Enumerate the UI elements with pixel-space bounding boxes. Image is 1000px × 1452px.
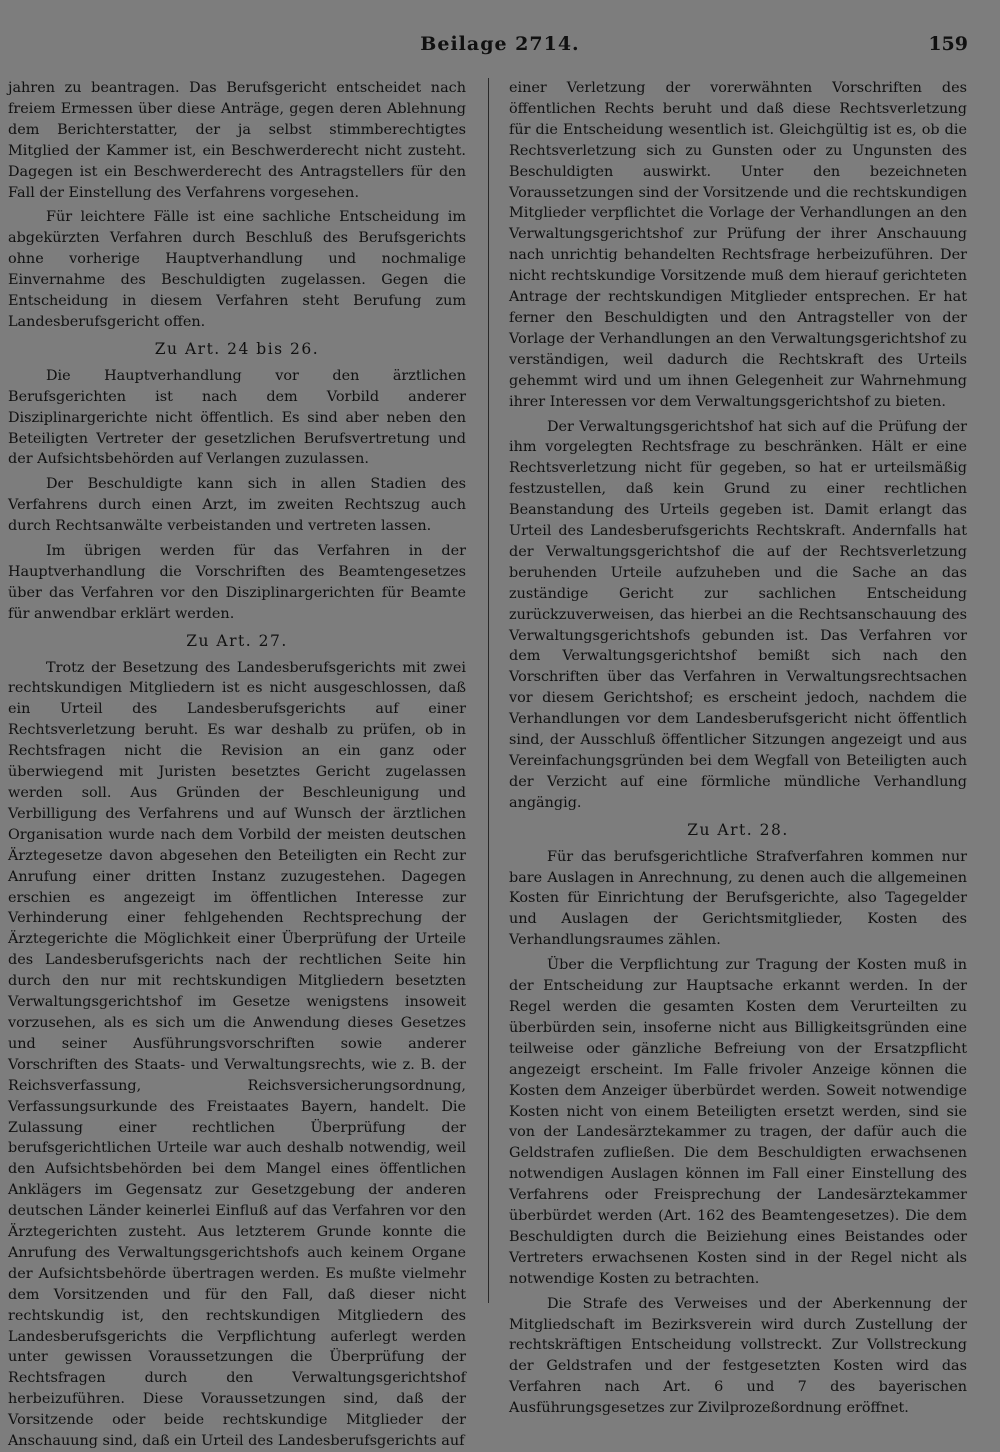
left-column	[8, 78, 466, 1452]
page-number: 159	[928, 33, 968, 55]
paragraph: Die Hauptverhandlung vor den ärztlichen Berufsgerichten ist nach dem Vorbild anderer Disziplinargerichte nicht öffentlich. Es sind aber neben den Beteiligten Vertreter der gesetzlichen Berufsvertretung und der Aufsichtsbehörden auf Verlangen zuzulassen.	[8, 367, 466, 468]
paragraph: Trotz der Besetzung des Landesberufsgerichts mit zwei rechtskundigen Mitgliedern ist es nicht ausgeschlossen, daß ein Urteil des Landesberufsgerichts auf einer Rechtsverletzung beruht. Es war deshalb zu prüfen, ob in Rechtsfragen nicht die Revision an ein ganz oder überwiegend mit Juristen besetztes Gericht zugelassen werden soll. Aus Gründen der Beschleunigung und Verbilligung des Verfahrens und auf Wunsch der ärztlichen Organisation wurde nach dem Vorbild der meisten deutschen Ärztegesetze davon abgesehen den Beteiligten ein Recht zur Anrufung einer dritten Instanz zuzugestehen. Dagegen erschien es angezeigt im öffentlichen Interesse zur Verhinderung einer fehlgehenden Rechtsprechung der Ärztegerichte die Möglichkeit einer Überprüfung der Urteile des Landesberufsgerichts nach der rechtlichen Seite hin durch den nur mit rechtskundigen Mitgliedern besetzten Verwaltungsgerichtshof im Gesetze wenigstens insoweit vorzusehen, als es sich um die Anwendung dieses Gesetzes und seiner Ausführungsvorschriften sowie anderer Vorschriften des Staats- und Verwaltungsrechts, wie z. B. der Reichsverfassung, Reichsversicherungsordnung, Verfassungsurkunde des Freistaates Bayern, handelt. Die Zulassung einer rechtlichen Überprüfung der berufsgerichtlichen Urteile war auch deshalb notwendig, weil den Aufsichtsbehörden bei dem Mangel eines öffentlichen Anklägers im Gegensatz zur Gesetzgebung der anderen deutschen Länder keinerlei Einfluß auf das Verfahren vor den Ärztegerichten zusteht. Aus letzterem Grunde konnte die Anrufung des Verwaltungsgerichtshofs auch keinem Organe der Aufsichtsbehörde übertragen werden. Es mußte vielmehr dem Vorsitzenden und für den Fall, daß dieser nicht rechtskundig ist, den rechtskundigen Mitgliedern des Landesberufsgerichts die Verpflichtung auferlegt werden unter gewissen Voraussetzungen die Überprüfung der Rechtsfragen durch den Verwaltungsgerichtshof herbeizuführen. Diese Voraussetzungen sind, daß der Vorsitzende oder beide rechtskundige Mitglieder der Anschauung sind, daß ein Urteil des Landesberufsgerichts auf	[8, 659, 466, 1450]
paragraph: jahren zu beantragen. Das Berufsgericht entscheidet nach freiem Ermessen über diese Anträge, gegen deren Ablehnung dem Berichterstatter, der ja selbst stimmberechtigtes Mitglied der Kammer ist, ein Beschwerderecht nicht zusteht. Dagegen ist ein Beschwerderecht des Antragstellers für den Fall der Einstellung des Verfahrens vorgesehen.	[8, 80, 466, 201]
section-heading: Zu Art. 27.	[186, 631, 288, 650]
right-column	[509, 78, 967, 1419]
paragraph: Über die Verpflichtung zur Tragung der Kosten muß in der Entscheidung zur Hauptsache erkannt werden. In der Regel werden die gesamten Kosten dem Verurteilten zu überbürden sein, insoferne nicht aus Billigkeitsgründen eine teilweise oder gänzliche Befreiung von der Ersatzpflicht angezeigt erscheint. Im Falle frivoler Anzeige können die Kosten dem Anzeiger überbürdet werden. Soweit notwendige Kosten nicht von einem Beteiligten ersetzt werden, sind sie von der Landesärztekammer zu tragen, der dafür auch die Geldstrafen zufließen. Die dem Beschuldigten erwachsenen notwendigen Auslagen können im Fall einer Einstellung des Verfahrens oder Freisprechung der Landesärztekammer überbürdet werden (Art. 162 des Beamtengesetzes). Die dem Beschuldigten durch die Beiziehung eines Beistandes oder Vertreters erwachsenen Kosten sind in der Regel nicht als notwendige Kosten zu betrachten.	[509, 957, 967, 1287]
paragraph: Im übrigen werden für das Verfahren in der Hauptverhandlung die Vorschriften des Beamtengesetzes über das Verfahren vor den Disziplinargerichten für Beamte für anwendbar erklärt werden.	[8, 543, 466, 622]
page-header-title: Beilage 2714.	[420, 33, 580, 55]
paragraph: Der Beschuldigte kann sich in allen Stadien des Verfahrens durch einen Arzt, im zweiten Rechtszug auch durch Rechtsanwälte verbeistanden und vertreten lassen.	[8, 476, 466, 535]
paragraph: Für das berufsgerichtliche Strafverfahren kommen nur bare Auslagen in Anrechnung, zu denen auch die allgemeinen Kosten für Einrichtung der Berufsgerichte, also Tagegelder und Auslagen der Gerichtsmitglieder, Kosten des Verhandlungsraumes zählen.	[509, 848, 967, 949]
section-heading: Zu Art. 28.	[687, 820, 789, 839]
paragraph: Die Strafe des Verweises und der Aberkennung der Mitgliedschaft im Bezirksverein wird durch Zustellung der rechtskräftigen Entscheidung vollstreckt. Zur Vollstreckung der Geldstrafen und der festgesetzten Kosten wird das Verfahren nach Art. 6 und 7 des bayerischen Ausführungsgesetzes zur Zivilprozeßordnung eröffnet.	[509, 1295, 967, 1417]
paragraph: Für leichtere Fälle ist eine sachliche Entscheidung im abgekürzten Verfahren durch Beschluß des Berufsgerichts ohne vorherige Hauptverhandlung und nochmalige Einvernahme des Beschuldigten zugelassen. Gegen die Entscheidung in diesem Verfahren steht Berufung zum Landesberufsgericht offen.	[8, 209, 466, 330]
section-heading: Zu Art. 24 bis 26.	[154, 339, 320, 358]
column-divider	[488, 78, 489, 1303]
paragraph: Der Verwaltungsgerichtshof hat sich auf die Prüfung der ihm vorgelegten Rechtsfrage zu beschränken. Hält er eine Rechtsverletzung nicht für gegeben, so hat er urteilsmäßig festzustellen, daß kein Grund zu einer rechtlichen Beanstandung des Urteils gegeben ist. Damit erlangt das Urteil des Landesberufsgerichts Rechtskraft. Andernfalls hat der Verwaltungsgerichtshof die auf der Rechtsverletzung beruhenden Urteile aufzuheben und die Sache an das zuständige Gericht zur sachlichen Entscheidung zurückzuverweisen, das hierbei an die Rechtsanschauung des Verwaltungsgerichtshofs gebunden ist. Das Verfahren vor dem Verwaltungsgerichtshof bemißt sich nach den Vorschriften über das Verfahren in Verwaltungsrechtsachen vor diesem Gerichtshof; es erscheint jedoch, nachdem die Verhandlungen vor dem Landesberufsgericht nicht öffentlich sind, der Ausschluß öffentlicher Sitzungen angezeigt und aus Vereinfachungsgründen bei dem Wegfall von Beteiligten auch der Verzicht auf eine förmliche mündliche Verhandlung angängig.	[509, 418, 967, 811]
paragraph: einer Verletzung der vorerwähnten Vorschriften des öffentlichen Rechts beruht und daß diese Rechtsverletzung für die Entscheidung wesentlich ist. Gleichgültig ist es, ob die Rechtsverletzung sich zu Gunsten oder zu Ungunsten des Beschuldigten auswirkt. Unter den bezeichneten Voraussetzungen sind der Vorsitzende und die rechtskundigen Mitglieder verpflichtet die Vorlage der Verhandlungen an den Verwaltungsgerichtshof zur Prüfung der ihrer Anschauung nach unrichtig behandelten Rechtsfrage herbeizuführen. Der nicht rechtskundige Vorsitzende muß dem hierauf gerichteten Antrage der rechtskundigen Mitglieder entsprechen. Er hat ferner den Beschuldigten und den Antragsteller von der Vorlage der Verhandlungen an den Verwaltungsgerichtshof zu verständigen, weil dadurch die Rechtskraft des Urteils gehemmt wird und um ihnen Gelegenheit zur Wahrnehmung ihrer Interessen vor dem Verwaltungsgerichtshof zu bieten.	[509, 80, 967, 410]
